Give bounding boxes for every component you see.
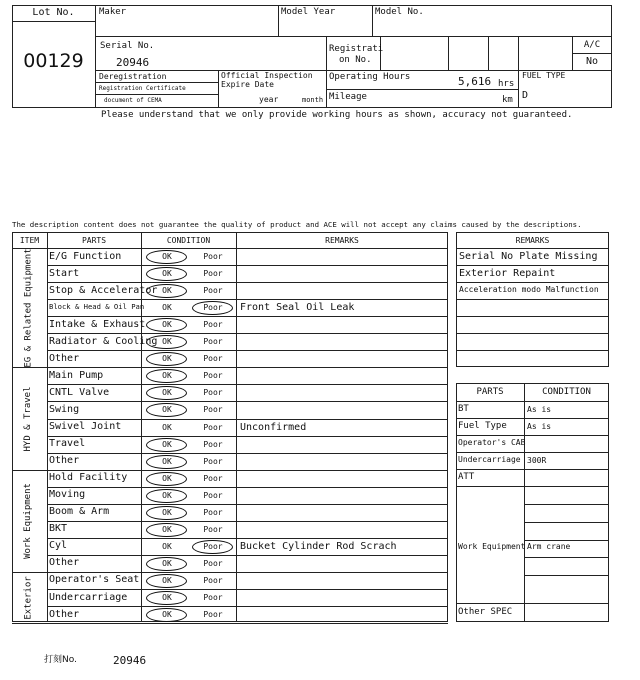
poor-option: Poor — [203, 303, 223, 313]
ok-selected-circle — [146, 506, 187, 520]
ok-option: OK — [162, 405, 172, 415]
divider — [95, 94, 218, 95]
divider — [47, 232, 48, 622]
stamp-no-value: 20946 — [113, 654, 147, 667]
divider — [47, 333, 448, 334]
poor-option: Poor — [203, 371, 223, 381]
maker-label: Maker — [99, 7, 127, 17]
ok-option: OK — [162, 354, 172, 364]
ok-option: OK — [162, 422, 172, 432]
remark-item: Exterior Repaint — [459, 268, 556, 280]
divider — [326, 36, 327, 108]
group-label: HYD & Travel — [23, 385, 34, 452]
divider — [456, 316, 609, 317]
divider — [95, 36, 612, 37]
poor-option: Poor — [203, 354, 223, 364]
group-label: EG & Related Equipment — [23, 248, 34, 368]
col-condition-header: CONDITION — [166, 236, 211, 245]
divider — [47, 384, 448, 385]
part-name: Moving — [49, 489, 86, 501]
fuel-type-label: FUEL TYPE — [522, 71, 566, 80]
part-name: Swivel Joint — [49, 421, 122, 432]
ok-option: OK — [162, 473, 172, 483]
divider — [47, 265, 448, 266]
divider — [456, 452, 609, 453]
stamp-no-label: 打刻No. — [44, 655, 77, 665]
disclaimer: The description content does not guarantee the quality of product and ACE will not accept any claims caused by the descriptions. — [12, 220, 582, 229]
part-name: Other — [49, 352, 80, 364]
ok-option: OK — [162, 303, 172, 313]
part-name: BKT — [49, 523, 68, 535]
divider — [456, 418, 609, 419]
divider — [456, 265, 609, 266]
divider — [47, 487, 448, 488]
divider — [95, 82, 218, 83]
remark-text: Bucket Cylinder Rod Scrach — [240, 540, 397, 552]
work-equipment-label: Work Equipment — [458, 542, 526, 551]
divider — [524, 522, 609, 523]
registration-no-label: Registrati — [329, 44, 384, 54]
ok-option: OK — [162, 541, 172, 551]
poor-option: Poor — [203, 541, 223, 551]
part-name: Intake & Exhaust — [49, 318, 146, 330]
serial-no-value: 20946 — [116, 56, 150, 69]
model-year-label: Model Year — [281, 7, 336, 17]
divider — [12, 572, 448, 573]
ok-option: OK — [162, 337, 172, 347]
divider — [456, 469, 609, 470]
spec-part: Fuel Type — [458, 421, 507, 431]
poor-option: Poor — [203, 490, 223, 500]
spec-part: Undercarriage — [458, 455, 521, 464]
spec-condition: 300R — [527, 456, 547, 465]
lot-no-value: 00129 — [23, 50, 84, 72]
poor-option: Poor — [203, 593, 223, 602]
inspection-label-2: Expire Date — [221, 80, 274, 89]
divider — [47, 555, 448, 556]
poor-option: Poor — [203, 337, 223, 347]
ok-option: OK — [162, 507, 172, 517]
divider — [218, 70, 219, 108]
ok-option: OK — [162, 593, 172, 602]
poor-option: Poor — [203, 439, 223, 449]
poor-option: Poor — [203, 320, 223, 330]
ok-option: OK — [162, 252, 172, 261]
divider — [47, 401, 448, 402]
divider — [278, 5, 279, 36]
remark-item: Serial No Plate Missing — [459, 251, 598, 262]
ok-selected-circle — [146, 557, 187, 571]
part-name: Cyl — [49, 540, 68, 552]
poor-option: Poor — [203, 524, 223, 534]
remark-item: Acceleration modo Malfunction — [459, 285, 599, 295]
poor-option: Poor — [203, 388, 223, 398]
spec-part: ATT — [458, 472, 475, 482]
poor-option: Poor — [203, 422, 223, 432]
divider — [326, 89, 518, 90]
hours-accuracy-note: Please understand that we only provide working hours as shown, accuracy not guaranteed. — [101, 110, 573, 120]
divider — [524, 540, 609, 541]
spec-col-parts: PARTS — [476, 387, 504, 397]
ok-option: OK — [162, 575, 172, 585]
poor-option: Poor — [203, 405, 223, 415]
km-unit: km — [502, 95, 513, 105]
col-parts-header: PARTS — [81, 236, 107, 245]
part-name: Undercarriage — [49, 591, 128, 603]
remark-text: Unconfirmed — [240, 421, 307, 433]
divider — [47, 538, 448, 539]
divider — [47, 521, 448, 522]
part-name: Other — [49, 557, 80, 569]
ok-option: OK — [162, 456, 172, 466]
spec-part: Operator's CAB — [458, 438, 526, 447]
part-name: Other — [49, 455, 80, 467]
part-name: CNTL Valve — [49, 386, 110, 398]
divider — [12, 470, 448, 471]
part-name: Stop & Accelerator — [49, 284, 158, 296]
divider — [456, 333, 609, 334]
month-label: month — [302, 96, 324, 104]
divider — [47, 589, 448, 590]
fuel-type-value: D — [522, 90, 529, 101]
ok-selected-circle — [146, 523, 187, 537]
divider — [47, 350, 448, 351]
ok-selected-circle — [146, 455, 187, 469]
part-name: Boom & Arm — [49, 506, 110, 518]
col-remarks-header: REMARKS — [325, 236, 359, 245]
divider — [12, 21, 95, 22]
ac-label: A/C — [583, 40, 601, 50]
divider — [47, 606, 448, 607]
divider — [47, 436, 448, 437]
cema-label: document of CEMA — [104, 97, 162, 104]
ok-selected-circle — [146, 489, 187, 503]
ok-selected-circle — [146, 472, 187, 486]
registration-certificate-label: Registration Certificate — [99, 85, 186, 92]
remarks-header: REMARKS — [515, 236, 550, 245]
ok-selected-circle — [146, 438, 187, 452]
ac-value: No — [585, 56, 599, 67]
operating-hours-label: Operating Hours — [329, 72, 411, 82]
spec-part: BT — [458, 404, 469, 414]
part-name: Operator's Seat — [49, 574, 140, 586]
ok-selected-circle — [146, 267, 187, 281]
part-name: Block & Head & Oil Pan — [49, 301, 145, 311]
divider — [456, 248, 609, 249]
hrs-unit: hrs — [498, 79, 515, 89]
deregistration-label: Deregistration — [99, 72, 167, 81]
divider — [456, 435, 609, 436]
divider — [456, 350, 609, 351]
poor-option: Poor — [203, 610, 223, 620]
poor-option: Poor — [203, 286, 223, 296]
divider — [12, 367, 448, 368]
remark-text: Front Seal Oil Leak — [240, 302, 355, 314]
divider — [95, 5, 96, 108]
divider — [47, 282, 448, 283]
part-name: Hold Facility — [49, 472, 128, 484]
spec-condition: As is — [527, 405, 552, 414]
other-spec-label: Other SPEC — [458, 607, 513, 617]
divider — [524, 575, 609, 576]
divider — [456, 282, 609, 283]
registration-no-label-2: on No. — [339, 55, 372, 65]
lot-no-label: Lot No. — [32, 7, 75, 18]
ok-selected-circle — [146, 574, 187, 588]
ok-selected-circle — [146, 250, 187, 264]
work-equipment-value: Arm crane — [527, 542, 571, 551]
divider — [236, 232, 237, 622]
divider — [47, 504, 448, 505]
part-name: Travel — [49, 438, 86, 450]
operating-hours-value: 5,616 — [458, 75, 492, 88]
divider — [47, 299, 448, 300]
poor-option: Poor — [203, 558, 223, 568]
divider — [488, 36, 489, 70]
divider — [456, 299, 609, 300]
poor-option: Poor — [203, 575, 223, 585]
poor-option: Poor — [203, 473, 223, 483]
ok-selected-circle — [146, 608, 187, 622]
ok-selected-circle — [146, 591, 187, 605]
divider — [518, 36, 519, 108]
ok-option: OK — [162, 269, 172, 279]
spec-col-condition: CONDITION — [542, 387, 591, 397]
divider — [12, 248, 448, 249]
part-name: E/G Function — [49, 250, 122, 262]
ok-option: OK — [162, 558, 172, 568]
group-label: Exterior — [23, 575, 34, 620]
ok-option: OK — [162, 388, 172, 398]
serial-no-label: Serial No. — [100, 41, 155, 51]
ok-option: OK — [162, 524, 172, 534]
poor-option: Poor — [203, 456, 223, 466]
divider — [372, 5, 373, 36]
divider — [47, 419, 448, 420]
divider — [456, 401, 609, 402]
ok-option: OK — [162, 439, 172, 449]
divider — [47, 316, 448, 317]
poor-selected-circle — [192, 540, 233, 554]
poor-option: Poor — [203, 269, 223, 279]
part-name: Radiator & Cooling — [49, 335, 158, 347]
col-item-header: ITEM — [19, 236, 40, 245]
part-name: Swing — [49, 403, 80, 415]
mileage-label: Mileage — [329, 92, 367, 102]
ok-option: OK — [162, 320, 172, 330]
divider — [47, 453, 448, 454]
divider — [524, 557, 609, 558]
ok-option: OK — [162, 371, 172, 381]
ok-option: OK — [162, 286, 172, 296]
divider — [524, 486, 609, 487]
divider — [456, 603, 609, 604]
part-name: Start — [49, 267, 80, 279]
part-name: Main Pump — [49, 369, 104, 381]
part-name: Other — [49, 608, 80, 620]
poor-option: Poor — [203, 252, 223, 261]
divider — [12, 623, 448, 624]
spec-condition: As is — [527, 422, 552, 431]
divider — [572, 53, 612, 54]
group-label: Work Equipment — [23, 482, 34, 559]
year-label: year — [259, 95, 279, 104]
poor-option: Poor — [203, 507, 223, 517]
divider — [448, 36, 449, 70]
ok-option: OK — [162, 610, 172, 620]
ok-option: OK — [162, 490, 172, 500]
model-no-label: Model No. — [375, 7, 424, 17]
inspection-label: Official Inspection — [221, 71, 313, 80]
divider — [524, 504, 609, 505]
